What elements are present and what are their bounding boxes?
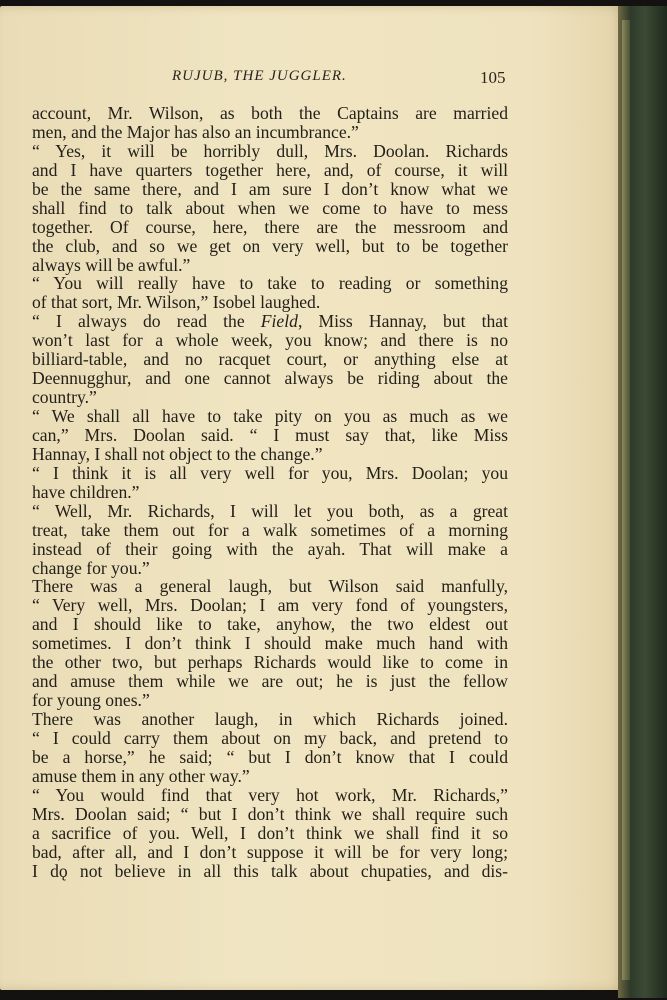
text-line: country.” [32,387,97,408]
text-line: “ You would find that very hot work, Mr. Richards,” [32,784,508,805]
text-line: “ We shall all have to take pity on you as much as we [32,406,508,426]
text-line: amuse them in any other way.” [32,765,250,786]
page-number: 105 [480,68,506,87]
text-line: account, Mr. Wilson, as both the Captains are married [32,103,508,123]
text-line: “ Yes, it will be horribly dull, Mrs. Doolan. Richards [32,140,508,161]
text-line: “ I think it is all very well for you, Mrs. Doolan; you [32,462,508,483]
text-line: and I have quarters together here, and, of course, it will [32,159,508,180]
text-line: sometimes. I don’t think I should make much hand with [32,633,508,654]
text-line: billiard-table, and no racquet court, or anything else at [32,349,508,370]
text-line: treat, take them out for a walk sometimes of a morning [32,519,508,540]
text-line: and amuse them while we are out; he is just the fellow [32,671,508,692]
text-line: can,” Mrs. Doolan said. “ I must say that, like Miss [32,424,508,445]
text-line: and I should like to take, anyhow, the two eldest out [32,614,508,635]
text-line: be a horse,” he said; “ but I don’t know that I could [32,746,508,767]
text-line: I dǫ not believe in all this talk about chupaties, and dis- [32,860,508,881]
text-line: of that sort, Mr. Wilson,” Isobel laughed. [32,292,321,313]
running-head: RUJUB, THE JUGGLER. [172,68,347,84]
text-line: “ I could carry them about on my back, and pretend to [32,727,508,748]
text-line: the other two, but perhaps Richards would like to come in [32,652,508,673]
italic-title: Field [260,311,298,332]
text-line: change for you.” [32,557,150,578]
text-line: won’t last for a whole week, you know; and there is no [32,330,508,351]
text-line: shall find to talk about when we come to have to mess [32,197,508,218]
text-line: men, and the Major has also an incumbrance.” [32,121,359,142]
text-line: always will be awful.” [32,254,191,275]
text-line: a sacrifice of you. Well, I don’t think we shall find it so [32,822,508,843]
text-line: “ You will really have to take to reading or something [32,273,508,294]
body-text [32,104,508,880]
text-line: There was another laugh, in which Richards joined. [32,709,508,729]
page-edge [622,20,630,980]
text-line: “ Very well, Mrs. Doolan; I am very fond of youngsters, [32,595,508,616]
text-line: the club, and so we get on very well, but to be together [32,235,508,256]
page-header [32,68,508,92]
text-line: There was a general laugh, but Wilson said manfully, [32,576,508,597]
text-line: Mrs. Doolan said; “ but I don’t think we shall require such [32,803,508,824]
text-line: “ Well, Mr. Richards, I will let you both, as a great [32,500,508,521]
text-line: bad, after all, and I don’t suppose it will be for very long; [32,841,508,862]
text-line: be the same there, and I am sure I don’t know what we [32,178,508,199]
text-line: instead of their going with the ayah. That will make a [32,538,508,559]
text-line: have children.” [32,481,140,502]
text-line: “ I always do read the Field, Miss Hannay, but that [32,311,508,332]
text-line: together. Of course, here, there are the messroom and [32,216,508,237]
text-line: for young ones.” [32,690,150,711]
text-line: Deennugghur, and one cannot always be riding about the [32,368,508,389]
text-line: Hannay, I shall not object to the change.” [32,443,323,464]
